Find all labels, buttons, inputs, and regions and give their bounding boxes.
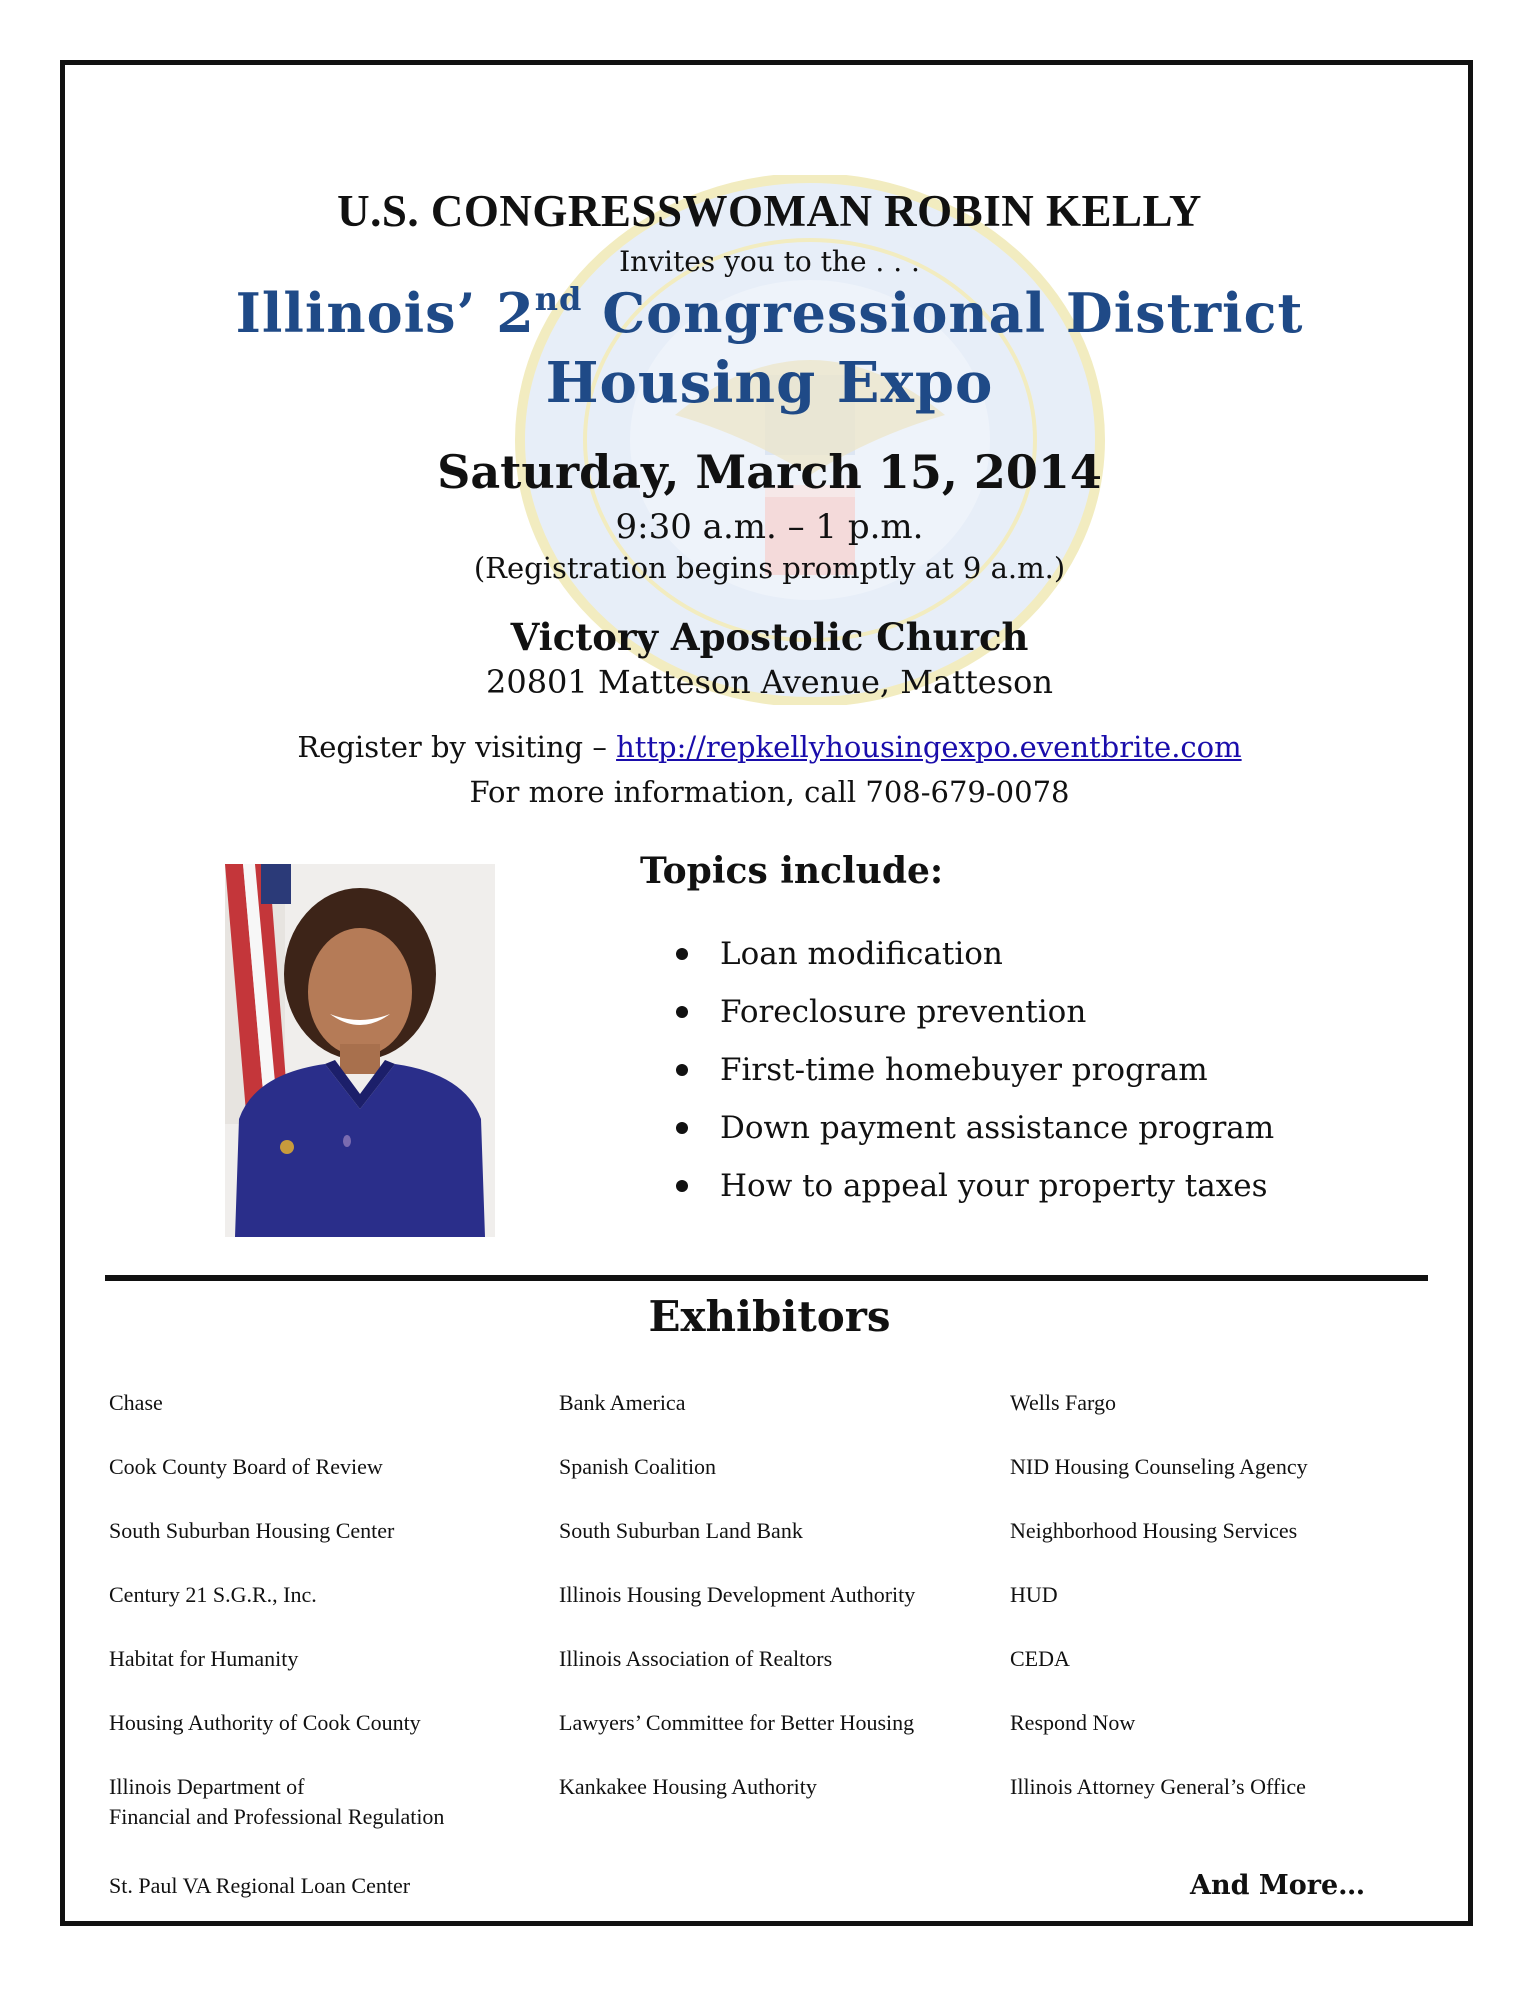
topic-label: Loan modification	[720, 936, 1003, 972]
event-time: 9:30 a.m. – 1 p.m.	[615, 507, 924, 547]
district-heading	[0, 280, 1539, 345]
exhibitor-item: Illinois Department of	[109, 1774, 305, 1799]
topic-label: Foreclosure prevention	[720, 994, 1087, 1030]
registration-note: (Registration begins promptly at 9 a.m.)	[473, 551, 1066, 585]
topic-item	[670, 1157, 1274, 1215]
topic-item	[670, 925, 1274, 983]
exhibitor-item: HUD	[1010, 1582, 1058, 1607]
bullet-icon	[676, 948, 688, 960]
bullet-icon	[676, 1064, 688, 1076]
exhibitor-item: Wells Fargo	[1010, 1390, 1116, 1415]
topic-item	[670, 1099, 1274, 1157]
exhibitor-item: Kankakee Housing Authority	[559, 1774, 817, 1799]
exhibitor-item: Respond Now	[1010, 1710, 1136, 1735]
topics-title: Topics include:	[640, 850, 944, 892]
register-line	[0, 730, 1539, 764]
exhibitor-item: St. Paul VA Regional Loan Center	[109, 1873, 411, 1898]
topic-item	[670, 983, 1274, 1041]
exhibitor-item: Chase	[109, 1390, 163, 1415]
exhibitor-item: Spanish Coalition	[559, 1454, 717, 1479]
exhibitor-item: Neighborhood Housing Services	[1010, 1518, 1298, 1543]
exhibitor-item: Century 21 S.G.R., Inc.	[109, 1582, 317, 1607]
topic-item	[670, 1041, 1274, 1099]
info-line: For more information, call 708-679-0078	[469, 775, 1070, 809]
bullet-icon	[676, 1180, 688, 1192]
topic-label: Down payment assistance program	[720, 1110, 1275, 1146]
topic-label: First-time homebuyer program	[720, 1052, 1208, 1088]
event-date: Saturday, March 15, 2014	[437, 445, 1102, 499]
district-ordinal: nd	[534, 280, 583, 318]
district-heading-text: Illinois’ 2	[235, 281, 535, 345]
exhibitor-item: South Suburban Land Bank	[559, 1518, 803, 1543]
venue-address: 20801 Matteson Avenue, Matteson	[485, 663, 1054, 701]
exhibitor-item: Lawyers’ Committee for Better Housing	[559, 1710, 915, 1735]
section-divider	[105, 1275, 1428, 1281]
exhibitor-item: Illinois Attorney General’s Office	[1010, 1774, 1306, 1799]
invites-line: Invites you to the . . .	[619, 245, 920, 278]
topics-list	[670, 925, 1274, 1215]
exhibitors-title: Exhibitors	[648, 1292, 891, 1341]
exhibitor-item: Illinois Housing Development Authority	[559, 1582, 916, 1607]
topic-label: How to appeal your property taxes	[720, 1168, 1268, 1204]
exhibitor-item: Cook County Board of Review	[109, 1454, 383, 1479]
exhibitor-item: South Suburban Housing Center	[109, 1518, 395, 1543]
exhibitor-item: Habitat for Humanity	[109, 1646, 299, 1671]
exhibitor-item: NID Housing Counseling Agency	[1010, 1454, 1308, 1479]
exhibitor-item: Housing Authority of Cook County	[109, 1710, 421, 1735]
exhibitor-item-continued: Financial and Professional Regulation	[109, 1804, 445, 1829]
exhibitor-item: CEDA	[1010, 1646, 1070, 1671]
register-prefix: Register by visiting –	[297, 730, 617, 764]
bullet-icon	[676, 1122, 688, 1134]
exhibitor-item: Bank America	[559, 1390, 686, 1415]
and-more-label: And More…	[1190, 1870, 1366, 1901]
district-heading-rest: Congressional District	[582, 281, 1304, 345]
congresswoman-heading: U.S. CONGRESSWOMAN ROBIN KELLY	[337, 186, 1202, 236]
venue-name: Victory Apostolic Church	[510, 615, 1029, 659]
expo-heading: Housing Expo	[545, 350, 994, 416]
exhibitor-item: Illinois Association of Realtors	[559, 1646, 833, 1671]
register-link[interactable]: http://repkellyhousingexpo.eventbrite.com	[616, 730, 1242, 764]
bullet-icon	[676, 1006, 688, 1018]
congresswoman-portrait	[225, 864, 495, 1237]
